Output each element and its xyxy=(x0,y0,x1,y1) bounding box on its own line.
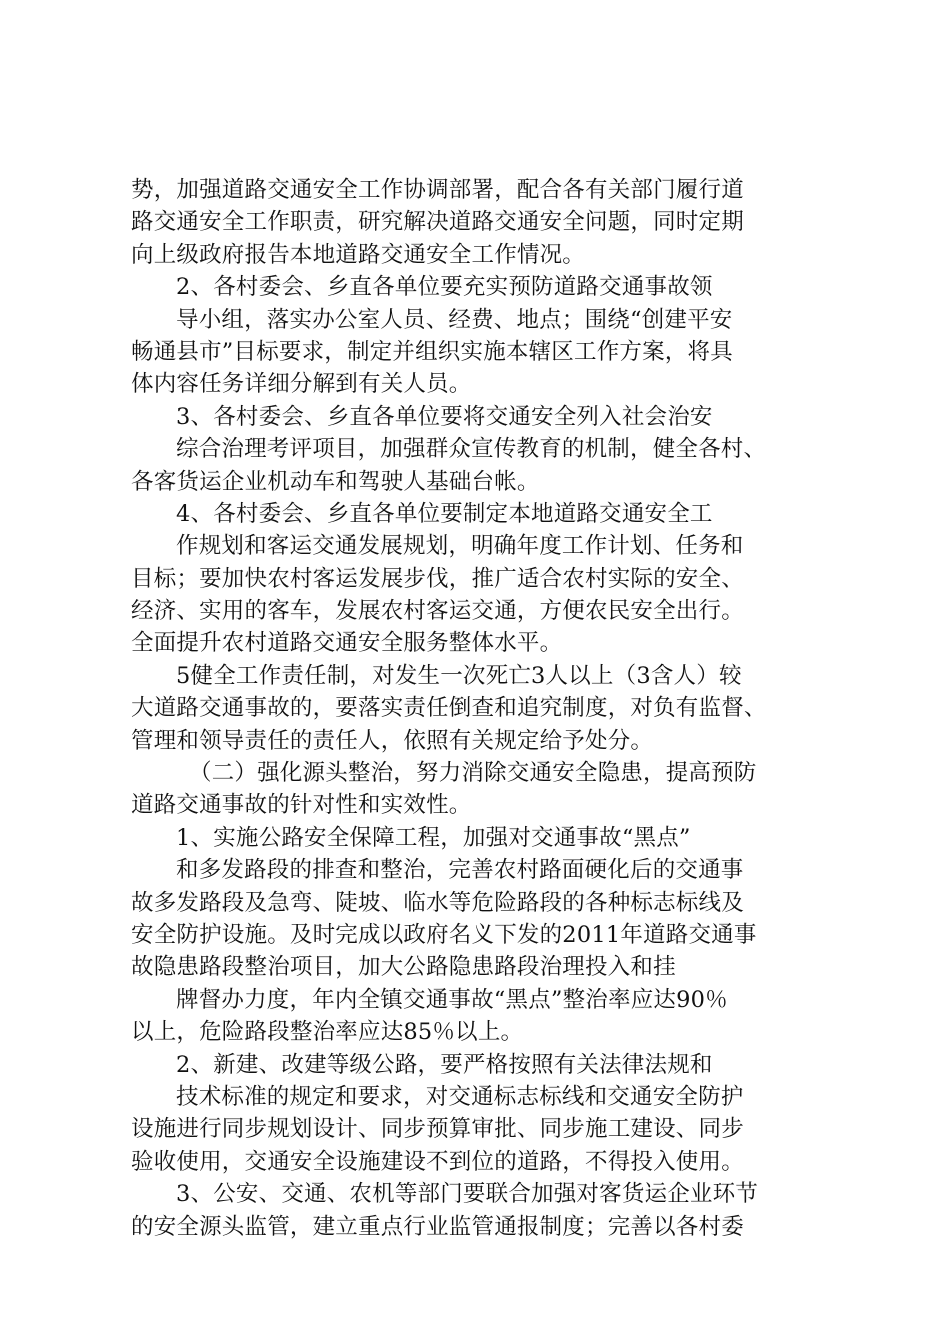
text-line: 道路交通事故的针对性和实效性。 xyxy=(131,792,472,819)
paragraph-start-line: 5健全工作责任制，对发生一次死亡3人以上（3含人）较 xyxy=(176,662,742,689)
text-line: 和多发路段的排查和整治，完善农村路面硬化后的交通事 xyxy=(176,857,744,884)
text-line: 管理和领导责任的责任人，依照有关规定给予处分。 xyxy=(131,727,654,754)
text-line: 导小组，落实办公室人员、经费、地点；围绕“创建平安 xyxy=(176,306,733,333)
text-line: 故多发路段及急弯、陡坡、临水等危险路段的各种标志标线及 xyxy=(131,889,744,916)
text-line: 全面提升农村道路交通安全服务整体水平。 xyxy=(131,630,563,657)
text-line: 设施进行同步规划设计、同步预算审批、同步施工建设、同步 xyxy=(131,1116,744,1143)
text-line: 综合治理考评项目，加强群众宣传教育的机制，健全各村、 xyxy=(176,436,767,463)
text-line: 畅通县市”目标要求，制定并组织实施本辖区工作方案，将具 xyxy=(131,338,733,365)
text-line: 作规划和客运交通发展规划，明确年度工作计划、任务和 xyxy=(176,533,744,560)
paragraph-start-line: 2、新建、改建等级公路，要严格按照有关法律法规和 xyxy=(176,1051,713,1078)
paragraph-start-line: 3、公安、交通、农机等部门要联合加强对客货运企业环节 xyxy=(176,1181,759,1208)
text-line: 技术标准的规定和要求，对交通标志标线和交通安全防护 xyxy=(176,1083,744,1110)
text-line: 大道路交通事故的，要落实责任倒查和追究制度，对负有监督、 xyxy=(131,695,767,722)
text-line: 验收使用，交通安全设施建设不到位的道路，不得投入使用。 xyxy=(131,1148,744,1175)
text-line: 向上级政府报告本地道路交通安全工作情况。 xyxy=(131,241,586,268)
paragraph-start-line: 4、各村委会、乡直各单位要制定本地道路交通安全工 xyxy=(176,500,713,527)
text-line: 的安全源头监管，建立重点行业监管通报制度；完善以各村委 xyxy=(131,1213,744,1240)
text-line: 经济、实用的客车，发展农村客运交通，方便农民安全出行。 xyxy=(131,598,744,625)
text-line: 故隐患路段整治项目，加大公路隐患路段治理投入和挂 xyxy=(131,954,676,981)
text-line: 目标；要加快农村客运发展步伐，推广适合农村实际的安全、 xyxy=(131,565,744,592)
text-line: 路交通安全工作职责，研究解决道路交通安全问题，同时定期 xyxy=(131,209,744,236)
document-body xyxy=(131,174,851,1243)
text-line: 势，加强道路交通安全工作协调部署，配合各有关部门履行道 xyxy=(131,177,744,203)
paragraph-start-line: 1、实施公路安全保障工程，加强对交通事故“黑点” xyxy=(176,824,691,851)
text-line: 牌督办力度，年内全镇交通事故“黑点”整治率应达90％ xyxy=(176,986,728,1013)
text-line: 安全防护设施。及时完成以政府名义下发的2011年道路交通事 xyxy=(131,921,757,948)
text-line: 体内容任务详细分解到有关人员。 xyxy=(131,371,472,398)
section-heading-line: （二）强化源头整治，努力消除交通安全隐患，提高预防 xyxy=(189,760,757,787)
text-line: 各客货运企业机动车和驾驶人基础台帐。 xyxy=(131,468,540,495)
paragraph-start-line: 2、各村委会、乡直各单位要充实预防道路交通事故领 xyxy=(176,274,713,301)
paragraph-start-line: 3、各村委会、乡直各单位要将交通安全列入社会治安 xyxy=(176,403,713,430)
text-line: 以上，危险路段整治率应达85％以上。 xyxy=(131,1019,524,1046)
